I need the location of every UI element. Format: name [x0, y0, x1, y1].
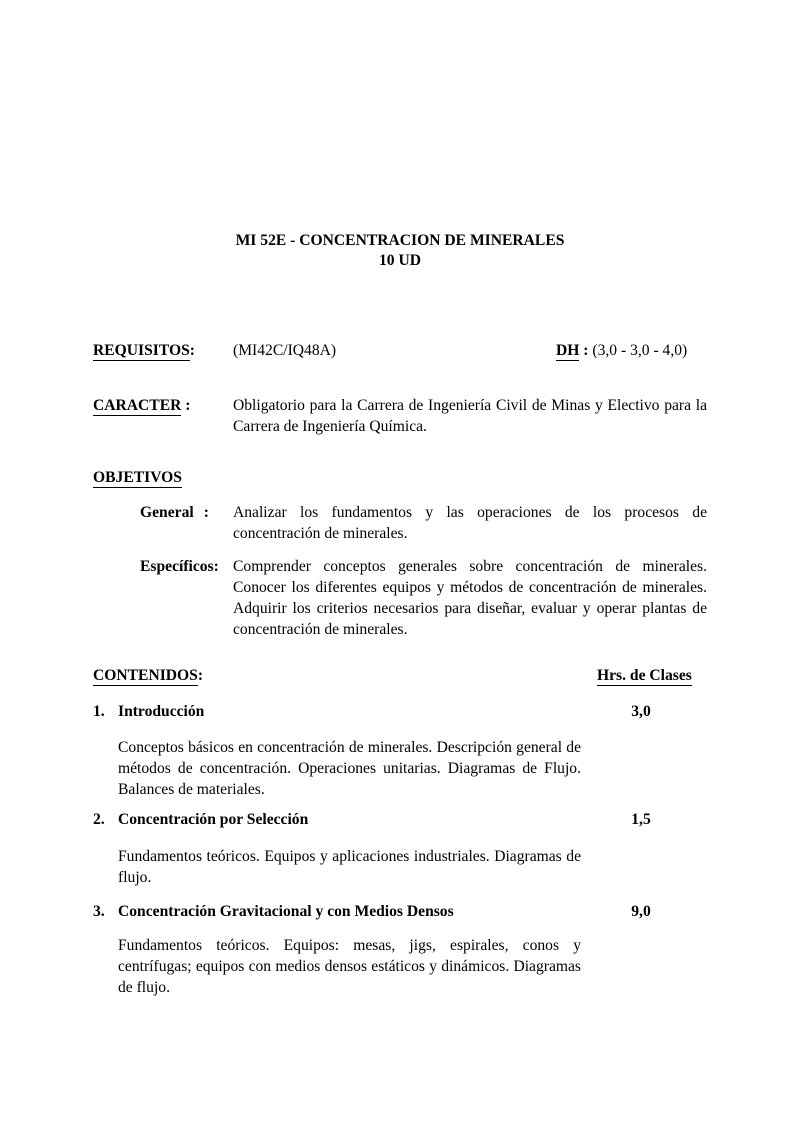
requisitos-value: (MI42C/IQ48A): [233, 342, 337, 359]
dh-value: (3,0 - 3,0 - 4,0): [592, 342, 688, 359]
hours-column-header-text: Hrs. de Clases: [597, 667, 692, 684]
general-label-text: General: [140, 504, 194, 521]
content-item-3-description: Fundamentos teóricos. Equipos: mesas, jigs, espirales, conos y centrífugas; equipos con medios densos estáticos y dinámicos. Diagramas de flujo.: [118, 937, 581, 996]
content-item-1-title: Introducción: [118, 703, 205, 720]
general-objective-text: Analizar los fundamentos y las operaciones de los procesos de concentración de minerales.: [233, 504, 707, 542]
especificos-objective-text: Comprender conceptos generales sobre concentración de minerales. Conocer los diferentes equipos y métodos de concentración de minerales. Adquirir los criterios necesarios para diseñar, evaluar y operar plantas de concentración de minerales.: [233, 558, 707, 638]
content-item-1-heading: [93, 701, 204, 722]
objetivos-heading-text: OBJETIVOS: [93, 469, 182, 486]
content-item-3-title: Concentración Gravitacional y con Medios Densos: [118, 903, 454, 920]
dh-label: DH: [556, 342, 580, 359]
general-colon: :: [203, 504, 209, 521]
content-item-3-heading: [93, 901, 454, 922]
caracter-label-text: CARACTER: [93, 397, 182, 414]
content-item-2-number: 2.: [93, 811, 105, 828]
requisitos-colon: :: [189, 342, 195, 359]
dh-field: [556, 340, 687, 361]
caracter-label: [93, 395, 190, 416]
course-title-units: 10 UD: [378, 252, 421, 269]
content-item-3-hours: 9,0: [631, 903, 651, 920]
contenidos-colon: :: [197, 667, 204, 684]
content-item-1-description: Conceptos básicos en concentración de minerales. Descripción general de métodos de concentración. Operaciones unitarias. Diagramas de Flujo. Balances de materiales.: [118, 739, 581, 798]
content-item-1-number: 1.: [93, 703, 105, 720]
hours-column-header: [597, 665, 692, 686]
course-title: [0, 231, 800, 271]
objetivos-heading: [93, 467, 182, 488]
content-item-2-heading: [93, 809, 308, 830]
dh-separator: :: [579, 342, 593, 359]
requisitos-label-text: REQUISITOS: [93, 342, 190, 359]
caracter-text: Obligatorio para la Carrera de Ingeniería Civil de Minas y Electivo para la Carrera de Ingeniería Química.: [233, 397, 707, 435]
requisitos-label: [93, 340, 195, 361]
caracter-colon: :: [181, 397, 191, 414]
content-item-1-hours: 3,0: [631, 703, 651, 720]
contenidos-heading-text: CONTENIDOS: [93, 667, 198, 684]
content-item-2-title: Concentración por Selección: [118, 811, 309, 828]
course-title-code: MI 52E - CONCENTRACION DE MINERALES: [235, 232, 565, 249]
content-item-2-description: Fundamentos teóricos. Equipos y aplicaciones industriales. Diagramas de flujo.: [118, 848, 581, 886]
content-item-2-hours: 1,5: [631, 811, 651, 828]
especificos-label: Específicos:: [140, 558, 219, 575]
content-item-3-number: 3.: [93, 903, 105, 920]
contenidos-heading: [93, 665, 203, 686]
general-label: [140, 502, 233, 523]
